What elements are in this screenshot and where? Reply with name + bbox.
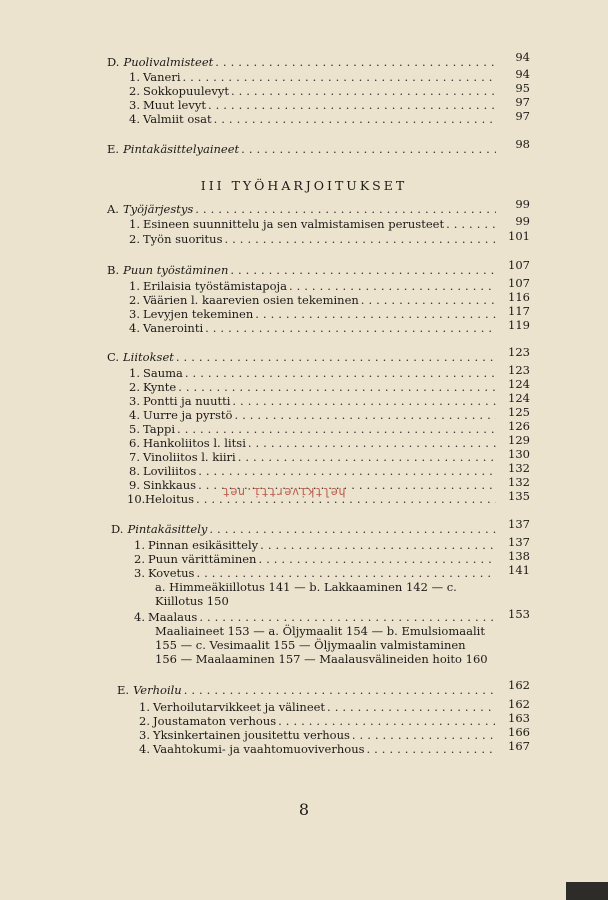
dot-leader: [352, 728, 496, 742]
dot-leader: [178, 380, 496, 394]
section-page: 99: [515, 197, 530, 211]
dot-leader: [198, 464, 496, 478]
section-page: 98: [515, 137, 530, 151]
dot-leader: [184, 683, 496, 697]
dot-leader: [209, 522, 496, 536]
entry-title: Heloitus: [145, 492, 195, 506]
entry-title: Työn suoritus: [143, 232, 223, 246]
entry-number: 4.: [134, 610, 145, 624]
section-title: Liitokset: [123, 350, 174, 364]
entry-page: 107: [508, 276, 530, 290]
dot-leader: [225, 232, 497, 246]
entry-page: 119: [508, 318, 530, 332]
dot-leader: [232, 394, 496, 408]
entry-number: 6.: [129, 436, 140, 450]
dot-leader: [176, 350, 496, 364]
dot-leader: [231, 84, 496, 98]
entry-page: 124: [508, 391, 530, 405]
toc-entry: [129, 307, 498, 321]
entry-number: 1.: [134, 538, 145, 552]
toc-entry: [129, 380, 498, 394]
section-page: 162: [508, 678, 530, 692]
toc-entry: [129, 293, 498, 307]
section-page: 107: [508, 258, 530, 272]
entry-page: 99: [515, 214, 530, 228]
entry-title: Loviliitos: [143, 464, 197, 478]
entry-title: Pinnan esikäsittely: [148, 538, 259, 552]
dot-leader: [289, 279, 496, 293]
entry-number: 2.: [134, 552, 145, 566]
entry-number: 10.: [127, 492, 146, 506]
entry-number: 8.: [129, 464, 140, 478]
dot-leader: [446, 217, 496, 231]
entry-number: 4.: [129, 321, 140, 335]
toc-entry: [129, 98, 498, 112]
toc-entry: [139, 742, 498, 756]
entry-page: 124: [508, 377, 530, 391]
dot-leader: [195, 202, 496, 216]
entry-number: 1.: [129, 279, 140, 293]
section-page: 123: [508, 345, 530, 359]
toc-entry: [134, 538, 498, 552]
section-heading: [107, 55, 498, 69]
entry-page: 126: [508, 419, 530, 433]
toc-entry: [129, 464, 498, 478]
toc-entry: [134, 566, 498, 580]
toc-entry: [129, 408, 498, 422]
section-title: Puolivalmisteet: [123, 55, 214, 69]
section-title: Puun työstäminen: [123, 263, 229, 277]
entry-page: 95: [515, 81, 530, 95]
section-letter: E.: [107, 142, 120, 156]
entry-page: 135: [508, 489, 530, 503]
toc-entry: [129, 366, 498, 380]
entry-title: Kynte: [143, 380, 177, 394]
section-letter: C.: [107, 350, 120, 364]
entry-number: 9.: [129, 478, 140, 492]
section-heading: [117, 683, 498, 697]
section-letter: E.: [117, 683, 130, 697]
toc-entry: [129, 279, 498, 293]
section-heading: [111, 522, 498, 536]
entry-title: Väärien l. kaarevien osien tekeminen: [143, 293, 359, 307]
entry-title: Hankoliitos l. litsi: [143, 436, 246, 450]
entry-title: Maalaus: [148, 610, 198, 624]
dot-leader: [205, 321, 496, 335]
entry-page: 117: [508, 304, 530, 318]
page-number: 8: [298, 800, 310, 819]
entry-number: 3.: [129, 394, 140, 408]
dot-leader: [327, 700, 496, 714]
section-heading: [107, 350, 498, 364]
dot-leader: [234, 408, 496, 422]
subentry-line: a. Himmeäkiillotus 141 — b. Lakkaaminen 142 — c.: [155, 580, 457, 594]
toc-entry: [139, 700, 498, 714]
entry-number: 3.: [134, 566, 145, 580]
entry-page: 130: [508, 447, 530, 461]
entry-title: Puun värittäminen: [148, 552, 257, 566]
entry-number: 1.: [139, 700, 150, 714]
section-heading: [107, 202, 498, 216]
entry-title: Vaneri: [143, 70, 181, 84]
dot-leader: [258, 552, 496, 566]
entry-page: 129: [508, 433, 530, 447]
entry-page: 94: [515, 67, 530, 81]
entry-title: Erilaisia työstämistapoja: [143, 279, 287, 293]
entry-page: 132: [508, 475, 530, 489]
subentry-line: Maaliaineet 153 — a. Öljymaalit 154 — b. Emulsiomaalit: [155, 624, 485, 638]
dot-leader: [214, 112, 496, 126]
dot-leader: [177, 422, 496, 436]
entry-page: 132: [508, 461, 530, 475]
dot-leader: [196, 566, 496, 580]
entry-number: 7.: [129, 450, 140, 464]
entry-title: Sokkopuulevyt: [143, 84, 229, 98]
dot-leader: [278, 714, 496, 728]
section-title: Verhoilu: [133, 683, 182, 697]
entry-page: 166: [508, 725, 530, 739]
entry-number: 2.: [129, 380, 140, 394]
entry-title: Sinkkaus: [143, 478, 197, 492]
entry-title: Sauma: [143, 366, 183, 380]
entry-page: 163: [508, 711, 530, 725]
subentry-line: Kiillotus 150: [155, 594, 229, 608]
section-letter: D.: [111, 522, 124, 536]
section-letter: D.: [107, 55, 120, 69]
dot-leader: [215, 55, 496, 69]
entry-page: 116: [508, 290, 530, 304]
entry-title: Vinoliitos l. kiiri: [143, 450, 236, 464]
entry-number: 4.: [129, 112, 140, 126]
toc-entry: [129, 321, 498, 335]
dot-leader: [230, 263, 496, 277]
toc-entry: [129, 422, 498, 436]
entry-title: Verhoilutarvikkeet ja välineet: [153, 700, 326, 714]
part-heading: III TYÖHARJOITUKSET: [200, 178, 408, 193]
entry-number: 2.: [139, 714, 150, 728]
entry-title: Vaahtokumi- ja vaahtomuoviverhous: [153, 742, 365, 756]
entry-number: 3.: [129, 307, 140, 321]
entry-title: Tappi: [143, 422, 176, 436]
section-heading: [107, 263, 498, 277]
entry-number: 2.: [129, 232, 140, 246]
section-letter: A.: [107, 202, 119, 216]
toc-entry: [134, 610, 498, 624]
dot-leader: [185, 366, 496, 380]
entry-page: 162: [508, 697, 530, 711]
section-letter: B.: [107, 263, 120, 277]
entry-title: Joustamaton verhous: [153, 714, 277, 728]
toc-entry: [129, 70, 498, 84]
toc-entry: [129, 84, 498, 98]
entry-number: 1.: [129, 70, 140, 84]
dot-leader: [183, 70, 497, 84]
entry-page: 101: [508, 229, 530, 243]
entry-title: Valmiit osat: [143, 112, 212, 126]
entry-number: 4.: [129, 408, 140, 422]
entry-number: 2.: [129, 84, 140, 98]
entry-number: 4.: [139, 742, 150, 756]
section-title: Työjärjestys: [122, 202, 194, 216]
section-page: 94: [515, 50, 530, 64]
section-title: Pintakäsittelyaineet: [123, 142, 240, 156]
toc-entry: [139, 714, 498, 728]
entry-title: Muut levyt: [143, 98, 206, 112]
subentry-line: 156 — Maalaaminen 157 — Maalausvälineiden hoito 160: [155, 652, 488, 666]
entry-number: 1.: [129, 217, 140, 231]
dot-leader: [199, 610, 496, 624]
entry-page: 123: [508, 363, 530, 377]
entry-page: 125: [508, 405, 530, 419]
entry-page: 138: [508, 549, 530, 563]
toc-entry: [139, 728, 498, 742]
toc-entry: [129, 450, 498, 464]
section-heading: [107, 142, 498, 156]
dot-leader: [248, 436, 496, 450]
entry-number: 3.: [139, 728, 150, 742]
dot-leader: [367, 742, 497, 756]
dot-leader: [238, 450, 496, 464]
entry-number: 3.: [129, 98, 140, 112]
section-page: 137: [508, 517, 530, 531]
entry-title: Levyjen tekeminen: [143, 307, 254, 321]
toc-entry: [129, 217, 498, 231]
entry-page: 97: [515, 95, 530, 109]
entry-title: Vanerointi: [143, 321, 204, 335]
toc-entry: [129, 436, 498, 450]
entry-page: 141: [508, 563, 530, 577]
entry-number: 1.: [129, 366, 140, 380]
entry-page: 137: [508, 535, 530, 549]
entry-title: Kovetus: [148, 566, 195, 580]
toc-entry: [129, 394, 498, 408]
entry-number: 2.: [129, 293, 140, 307]
section-title: Pintakäsittely: [127, 522, 208, 536]
entry-title: Uurre ja pyrstö: [143, 408, 233, 422]
toc-entry: [134, 552, 498, 566]
watermark-stamp: heltkivertti.net: [222, 485, 346, 499]
dot-leader: [241, 142, 496, 156]
toc-entry: [129, 232, 498, 246]
entry-page: 97: [515, 109, 530, 123]
entry-title: Esineen suunnittelu ja sen valmistamisen perusteet: [143, 217, 445, 231]
entry-title: Yksinkertainen jousitettu verhous: [153, 728, 350, 742]
dot-leader: [260, 538, 496, 552]
entry-number: 5.: [129, 422, 140, 436]
entry-page: 153: [508, 607, 530, 621]
dot-leader: [361, 293, 496, 307]
entry-page: 167: [508, 739, 530, 753]
dot-leader: [255, 307, 496, 321]
toc-entry: [129, 112, 498, 126]
subentry-line: 155 — c. Vesimaalit 155 — Öljymaalin valmistaminen: [155, 638, 466, 652]
dot-leader: [208, 98, 496, 112]
entry-title: Pontti ja nuutti: [143, 394, 231, 408]
